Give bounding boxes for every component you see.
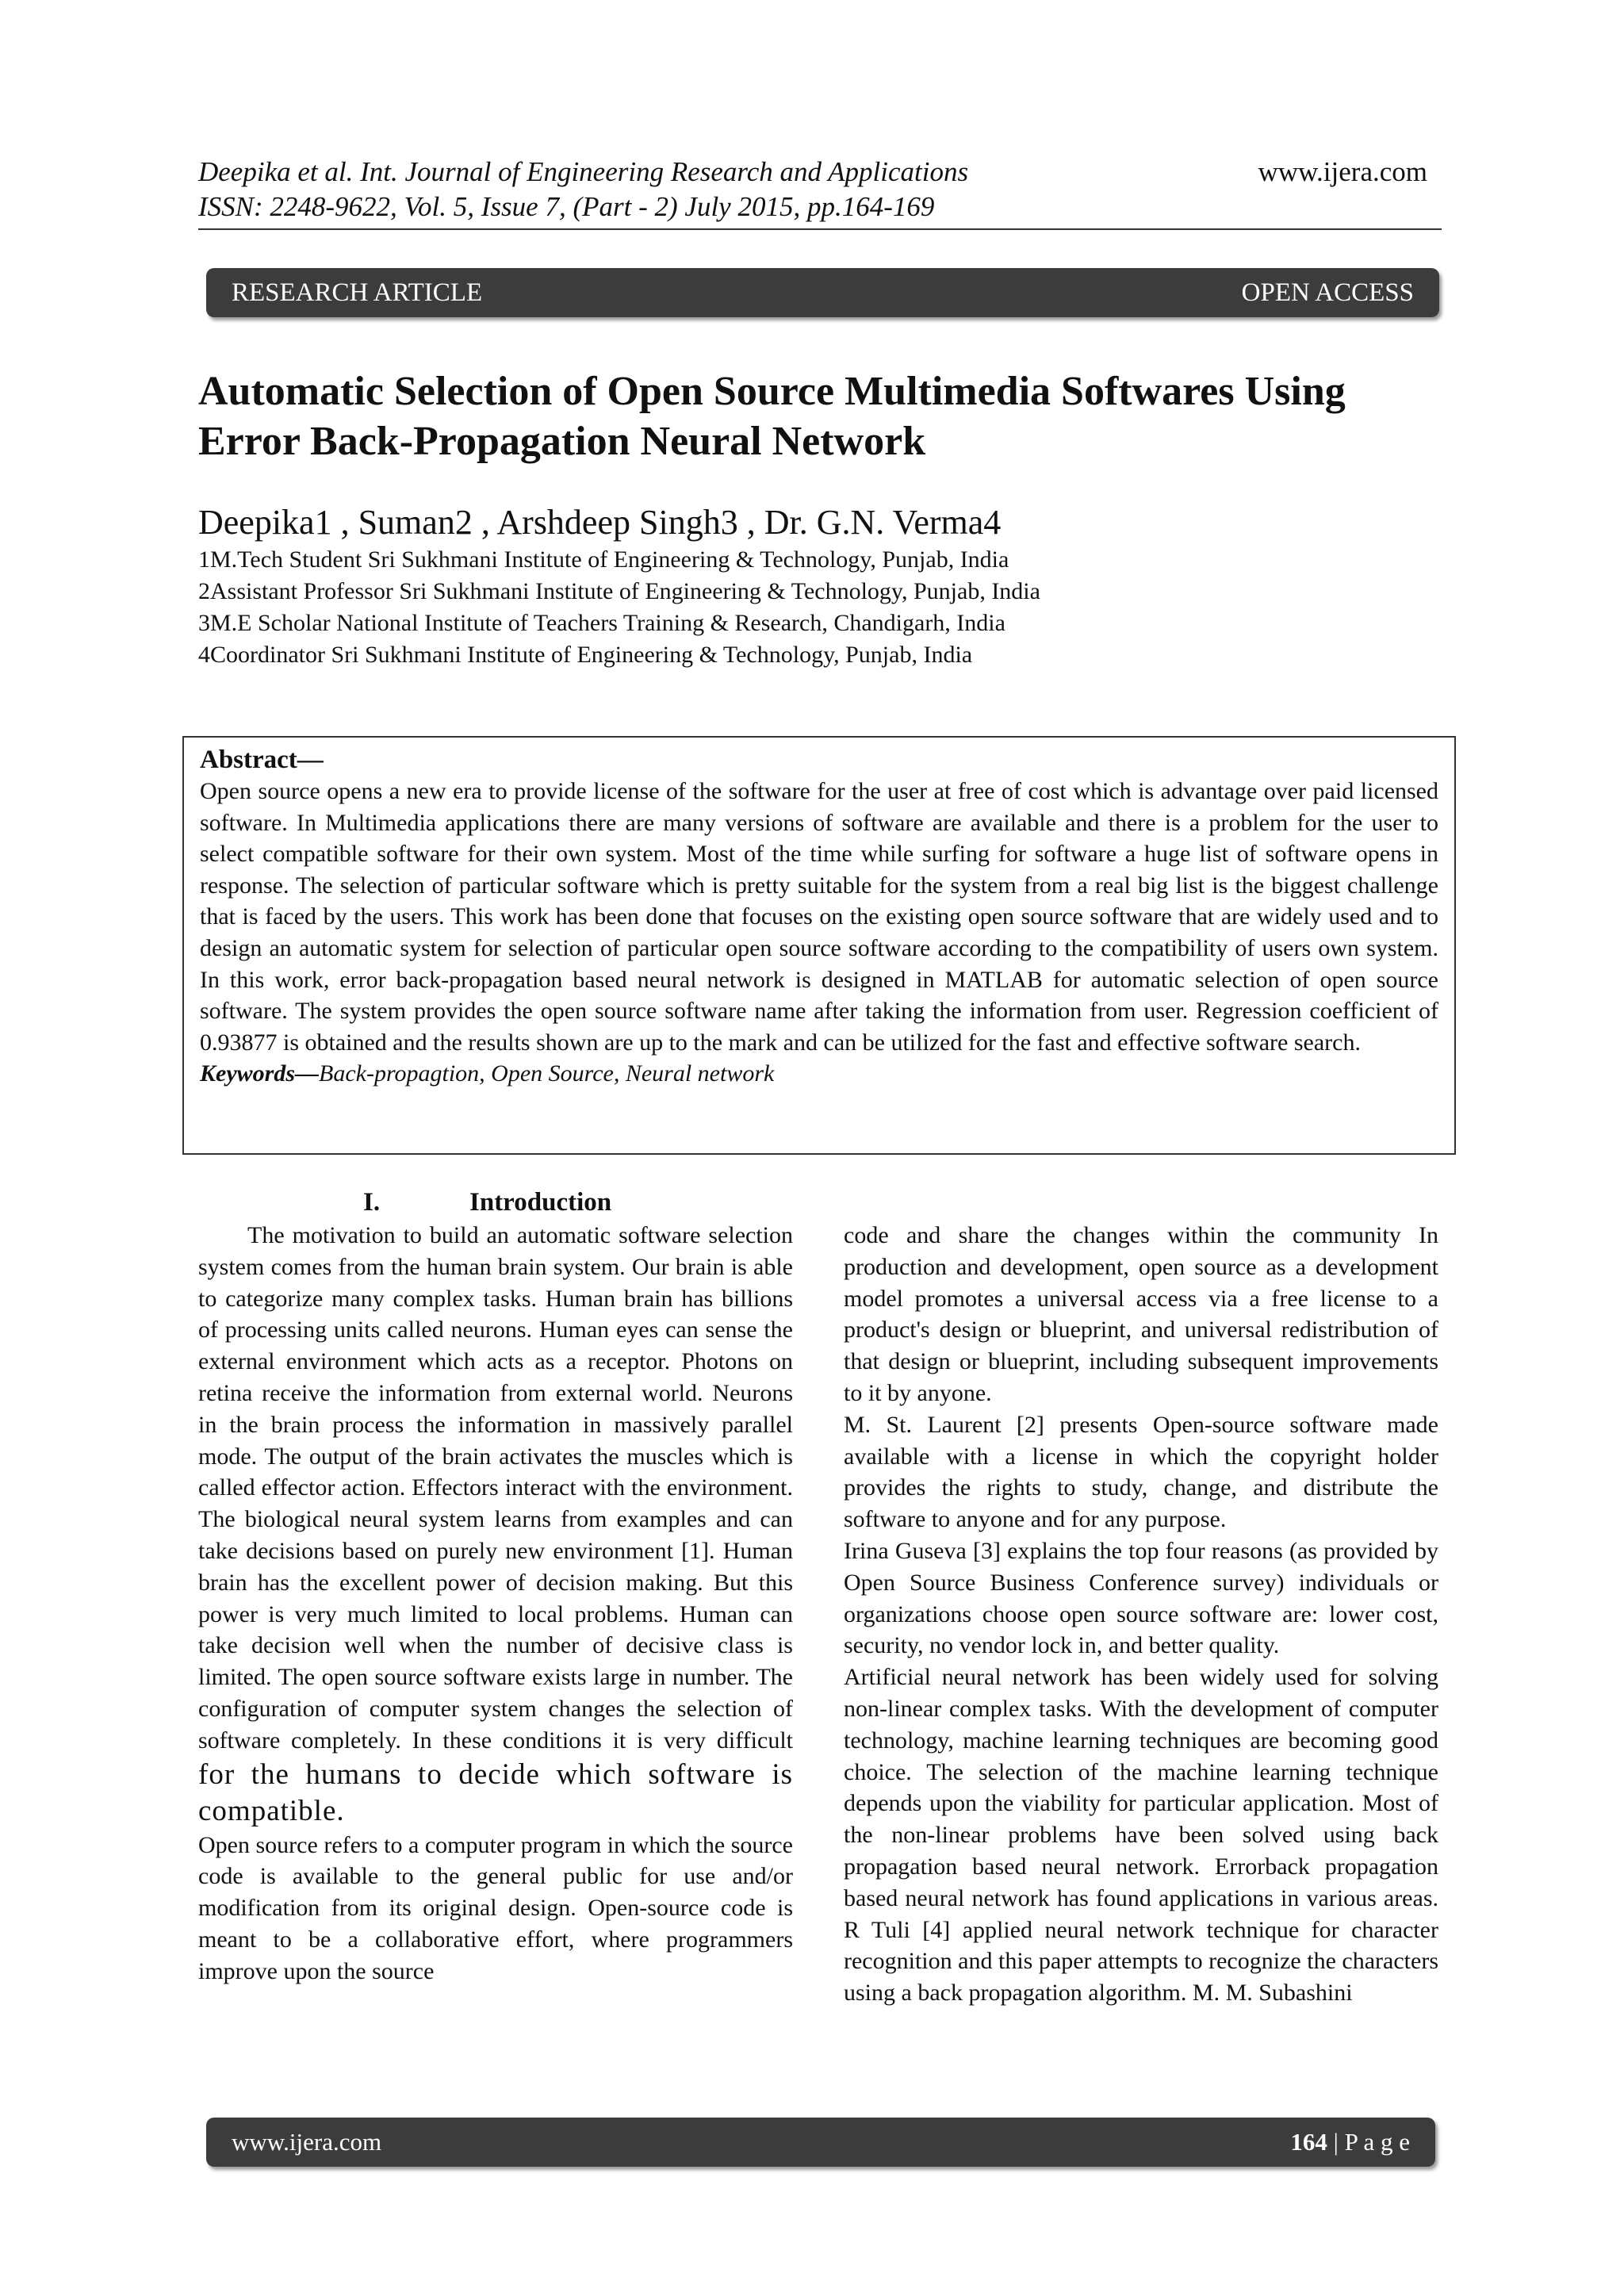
right-paragraph-2: M. St. Laurent [2] presents Open-source software made available with a license in which the copyright holder provides the rights to study, change, and distribute the software to anyone and for any purpose. <box>844 1411 1438 1533</box>
keywords-line <box>200 1058 1438 1090</box>
footer-website[interactable]: www.ijera.com <box>232 2128 382 2156</box>
intro-paragraph-1-text: The motivation to build an automatic software selection system comes from the human brain system. Our brain is able to categorize many complex tasks. Human brain has billions of processing units called neurons. Human eyes can sense the external environment which acts as a receptor. Photons on retina receive the information from external world. Neurons in the brain process the information in massively parallel mode. The output of the brain activates the muscles which is called effector action. Effectors interact with the environment. The biological neural system learns from examples and can take decisions based on purely new environment [1]. Human brain has the excellent power of decision making. But this power is very much limited to local problems. Human can take decision well when the number of decisive class is limited. The open source software exists large in number. The configuration of computer system changes the selection of software completely. In these conditions it is very difficult <box>198 1222 793 1754</box>
page-footer <box>206 2118 1435 2167</box>
affiliation-4: 4Coordinator Sri Sukhmani Institute of Engineering & Technology, Punjab, India <box>198 642 973 668</box>
header-rule <box>198 228 1442 230</box>
abstract-box <box>182 736 1456 1155</box>
page-number: 164 <box>1290 2128 1327 2156</box>
affiliation-1: 1M.Tech Student Sri Sukhmani Institute of Engineering & Technology, Punjab, India <box>198 546 1009 573</box>
journal-website[interactable]: www.ijera.com <box>1258 156 1427 187</box>
open-access-label: OPEN ACCESS <box>1241 278 1414 307</box>
right-column <box>844 1220 1438 2009</box>
right-paragraph-1: code and share the changes within the community In production and development, open source as a development model promotes a universal access via a free license to a product's design or blueprint, and universal redistribution of that design or blueprint, including subsequent improvements to it by anyone. <box>844 1222 1438 1406</box>
section-title: Introduction <box>469 1188 612 1217</box>
author-list: Deepika1 , Suman2 , Arshdeep Singh3 , Dr. G.N. Verma4 <box>198 503 1002 542</box>
intro-paragraph-2: Open source refers to a computer program in which the source code is available to the general public for use and/or modification from its original design. Open-source code is meant to be a collaborative effort, where programmers improve upon the source <box>198 1831 793 1984</box>
page-number-block <box>1290 2118 1410 2167</box>
journal-header: Deepika et al. Int. Journal of Engineering Research and Applications <box>198 156 969 187</box>
right-paragraph-3: Irina Guseva [3] explains the top four reasons (as provided by Open Source Business Conference survey) individuals or organizations choose open source software are: lower cost, security, no vendor lock in, and better quality. <box>844 1537 1438 1659</box>
research-article-label: RESEARCH ARTICLE <box>232 278 483 307</box>
abstract-heading: Abstract— <box>200 746 324 774</box>
left-column <box>198 1220 793 1987</box>
affiliations <box>198 544 1040 671</box>
page-label: | P a g e <box>1327 2128 1410 2156</box>
issn-line: ISSN: 2248-9622, Vol. 5, Issue 7, (Part - 2) July 2015, pp.164-169 <box>198 191 935 222</box>
title-line-1: Automatic Selection of Open Source Multimedia Softwares Using <box>198 369 1346 414</box>
paper-title <box>198 366 1346 466</box>
keywords-text: Back-propagtion, Open Source, Neural network <box>319 1060 775 1087</box>
intro-paragraph-1-large-text: for the humans to decide which software is compatible. <box>198 1757 793 1827</box>
affiliation-3: 3M.E Scholar National Institute of Teachers Training & Research, Chandigarh, India <box>198 610 1005 636</box>
section-number: I. <box>363 1188 381 1217</box>
affiliation-2: 2Assistant Professor Sri Sukhmani Institute of Engineering & Technology, Punjab, India <box>198 578 1040 604</box>
intro-paragraph-1 <box>198 1220 793 1830</box>
abstract-text: Open source opens a new era to provide license of the software for the user at free of cost which is advantage over paid licensed software. In Multimedia applications there are many versions of software are available and there is a problem for the user to select compatible software for their own system. Most of the time while surfing for software a huge list of software opens in response. The selection of particular software which is pretty suitable for the system from a real big list is the biggest challenge that is faced by the users. This work has been done that focuses on the existing open source software that are widely used and to design an automatic system for selection of particular open source software according to the compatibility of users own system. In this work, error back-propagation based neural network is designed in MATLAB for automatic selection of open source software. The system provides the open source software name after taking the information from user. Regression coefficient of 0.93877 is obtained and the results shown are up to the mark and can be utilized for the fast and effective software search. <box>200 778 1438 1056</box>
title-line-2: Error Back-Propagation Neural Network <box>198 419 926 464</box>
keywords-label: Keywords— <box>200 1060 319 1087</box>
article-type-banner <box>206 268 1439 317</box>
right-paragraph-4: Artificial neural network has been widely used for solving non-linear complex tasks. With the development of computer technology, machine learning techniques are becoming good choice. The selection of the machine learning technique depends upon the viability for particular application. Most of the non-linear problems have been solved using back propagation based neural network. Errorback propagation based neural network has found applications in various areas. R Tuli [4] applied neural network technique for character recognition and this paper attempts to recognize the characters using a back propagation algorithm. M. M. Subashini <box>844 1664 1438 2007</box>
